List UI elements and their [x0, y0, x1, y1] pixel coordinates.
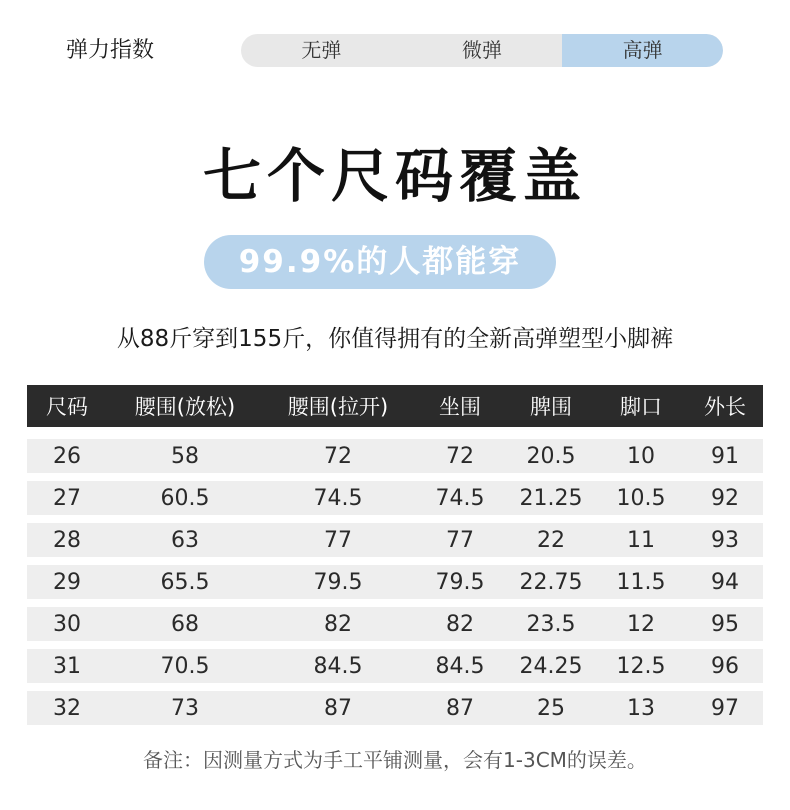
table-cell: 23.5 [507, 599, 595, 641]
table-cell: 22 [507, 515, 595, 557]
table-cell: 77 [263, 515, 413, 557]
table-cell: 87 [413, 683, 507, 725]
header-waist-relaxed: 腰围(放松) [107, 385, 263, 427]
table-header-row [27, 385, 763, 427]
table-row [27, 599, 763, 641]
size-table [27, 385, 763, 725]
table-cell: 32 [27, 683, 107, 725]
elasticity-option-none: 无弹 [301, 38, 342, 62]
measurement-note: 备注：因测量方式为手工平铺测量，会有1-3CM的误差。 [143, 748, 647, 772]
table-cell: 12.5 [595, 641, 687, 683]
table-cell: 72 [263, 427, 413, 473]
table-row [27, 427, 763, 473]
elasticity-label: 弹力指数 [66, 38, 155, 63]
table-cell: 73 [107, 683, 263, 725]
header-size: 尺码 [27, 385, 107, 427]
table-cell: 87 [263, 683, 413, 725]
table-row [27, 515, 763, 557]
table-cell: 25 [507, 683, 595, 725]
table-cell: 24.25 [507, 641, 595, 683]
table-cell: 21.25 [507, 473, 595, 515]
table-cell: 13 [595, 683, 687, 725]
header-outseam: 外长 [687, 385, 763, 427]
table-cell: 74.5 [413, 473, 507, 515]
table-cell: 79.5 [263, 557, 413, 599]
table-cell: 91 [687, 427, 763, 473]
table-cell: 63 [107, 515, 263, 557]
table-cell: 11 [595, 515, 687, 557]
table-cell: 22.75 [507, 557, 595, 599]
header-hip: 坐围 [413, 385, 507, 427]
table-cell: 58 [107, 427, 263, 473]
table-cell: 12 [595, 599, 687, 641]
table-row [27, 473, 763, 515]
table-cell: 10.5 [595, 473, 687, 515]
table-cell: 93 [687, 515, 763, 557]
table-cell: 77 [413, 515, 507, 557]
table-cell: 28 [27, 515, 107, 557]
table-cell: 31 [27, 641, 107, 683]
table-cell: 97 [687, 683, 763, 725]
table-cell: 94 [687, 557, 763, 599]
subline: 从88斤穿到155斤，你值得拥有的全新高弹塑型小脚裤 [116, 326, 674, 352]
table-cell: 20.5 [507, 427, 595, 473]
elasticity-option-high: 高弹 [562, 34, 723, 67]
table-cell: 72 [413, 427, 507, 473]
table-cell: 68 [107, 599, 263, 641]
table-cell: 79.5 [413, 557, 507, 599]
coverage-pill: 99.9%的人都能穿 [204, 235, 556, 289]
table-cell: 96 [687, 641, 763, 683]
header-leg-opening: 脚口 [595, 385, 687, 427]
table-cell: 29 [27, 557, 107, 599]
elasticity-bar [241, 34, 723, 67]
header-thigh: 脾围 [507, 385, 595, 427]
table-row [27, 641, 763, 683]
table-cell: 92 [687, 473, 763, 515]
table-cell: 30 [27, 599, 107, 641]
table-cell: 84.5 [263, 641, 413, 683]
elasticity-option-slight: 微弹 [462, 38, 502, 62]
header-waist-stretched: 腰围(拉开) [263, 385, 413, 427]
table-cell: 26 [27, 427, 107, 473]
table-cell: 11.5 [595, 557, 687, 599]
headline: 七个尺码覆盖 [202, 142, 587, 210]
table-cell: 74.5 [263, 473, 413, 515]
table-cell: 60.5 [107, 473, 263, 515]
table-cell: 82 [263, 599, 413, 641]
table-row [27, 557, 763, 599]
table-cell: 10 [595, 427, 687, 473]
table-cell: 70.5 [107, 641, 263, 683]
table-row [27, 683, 763, 725]
table-cell: 65.5 [107, 557, 263, 599]
table-cell: 84.5 [413, 641, 507, 683]
table-cell: 82 [413, 599, 507, 641]
table-cell: 27 [27, 473, 107, 515]
table-cell: 95 [687, 599, 763, 641]
